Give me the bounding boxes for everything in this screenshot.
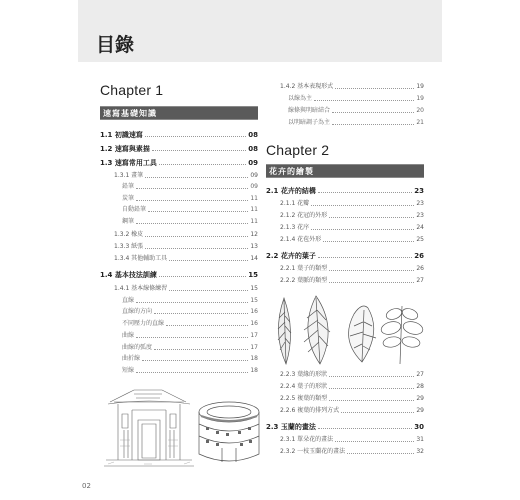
toc-entry[interactable]: 直線 15 <box>122 297 258 304</box>
toc-entry[interactable]: 2.1.2 花冠的外形 23 <box>280 212 424 219</box>
toc-entry[interactable]: 1.3 速寫常用工具 09 <box>100 159 258 167</box>
toc-entry[interactable]: 直線的方向 16 <box>122 308 258 315</box>
toc-entry[interactable]: 2.3.1 單朵花的畫法 31 <box>280 436 424 443</box>
toc-entry[interactable]: 2.3 玉蘭的畫法 30 <box>266 423 424 431</box>
toc-entry[interactable]: 曲折線 18 <box>122 355 258 362</box>
toc-entry[interactable]: 1.4.2 基本表現形式 19 <box>280 83 424 90</box>
toc-entry[interactable]: 2.1.3 花序 24 <box>280 224 424 231</box>
toc-entry[interactable]: 以線為主 19 <box>288 95 424 102</box>
toc-entry[interactable]: 2.2.3 葉緣的形狀 27 <box>280 371 424 378</box>
toc-entry[interactable]: 短線 18 <box>122 367 258 374</box>
toc-entry[interactable]: 曲線的弧度 17 <box>122 344 258 351</box>
toc-entry[interactable]: 2.2.6 複葉的排列方式 29 <box>280 407 424 414</box>
toc-entry[interactable]: 1.4.1 基本線條練習 15 <box>114 285 258 292</box>
toc-entry[interactable]: 2.3.2 一枝玉蘭花的畫法 32 <box>280 448 424 455</box>
toc-entry[interactable]: 2.2 花卉的葉子 26 <box>266 252 424 260</box>
toc-entry[interactable]: 2.1 花卉的結構 23 <box>266 187 424 195</box>
chapter-2-section-title: 花卉的繪製 <box>269 167 314 176</box>
toc-entry[interactable]: 自動鉛筆 11 <box>122 206 258 213</box>
toc-entry[interactable]: 2.1.1 花瓣 23 <box>280 200 424 207</box>
toc-entry[interactable]: 曲線 17 <box>122 332 258 339</box>
toc-entry[interactable]: 1.1 初識速寫 08 <box>100 131 258 139</box>
chapter-1-section-bar <box>100 106 258 120</box>
tulou-sketch <box>196 396 262 472</box>
page-number: 02 <box>82 482 91 490</box>
toc-entry[interactable]: 2.2.4 葉子的形狀 28 <box>280 383 424 390</box>
toc-entry[interactable]: 2.1.4 花苞外形 25 <box>280 236 424 243</box>
toc-entry[interactable]: 1.4 基本技法訓練 15 <box>100 271 258 279</box>
toc-entry[interactable]: 鉛筆 09 <box>122 183 258 190</box>
toc-entry[interactable]: 2.2.1 葉子的類型 26 <box>280 265 424 272</box>
toc-entry[interactable]: 炭筆 11 <box>122 195 258 202</box>
chapter-1-section-title: 速寫基礎知識 <box>103 109 157 118</box>
page-title: 目錄 <box>96 34 135 56</box>
toc-entry[interactable]: 1.2 速寫與素描 08 <box>100 145 258 153</box>
gate-building-sketch <box>104 380 194 472</box>
toc-entry[interactable]: 1.3.2 橡皮 12 <box>114 231 258 238</box>
toc-entry[interactable]: 2.2.2 葉脈的類型 27 <box>280 277 424 284</box>
chapter-1-heading: Chapter 1 <box>100 82 164 98</box>
chapter-2-heading: Chapter 2 <box>266 142 330 158</box>
toc-entry[interactable]: 鋼筆 11 <box>122 218 258 225</box>
chapter-2-section-bar <box>266 164 424 178</box>
toc-entry[interactable]: 1.3.1 畫筆 09 <box>114 172 258 179</box>
toc-entry[interactable]: 1.3.3 紙張 13 <box>114 243 258 250</box>
leaf-sketches <box>270 292 424 366</box>
toc-entry[interactable]: 1.3.4 其他輔助工具 14 <box>114 255 258 262</box>
toc-page <box>78 0 442 500</box>
toc-entry[interactable]: 2.2.5 複葉的類型 29 <box>280 395 424 402</box>
toc-entry[interactable]: 以明暗調子為主 21 <box>288 119 424 126</box>
toc-entry[interactable]: 線條與明暗結合 20 <box>288 107 424 114</box>
toc-entry[interactable]: 不同壓力的直線 16 <box>122 320 258 327</box>
